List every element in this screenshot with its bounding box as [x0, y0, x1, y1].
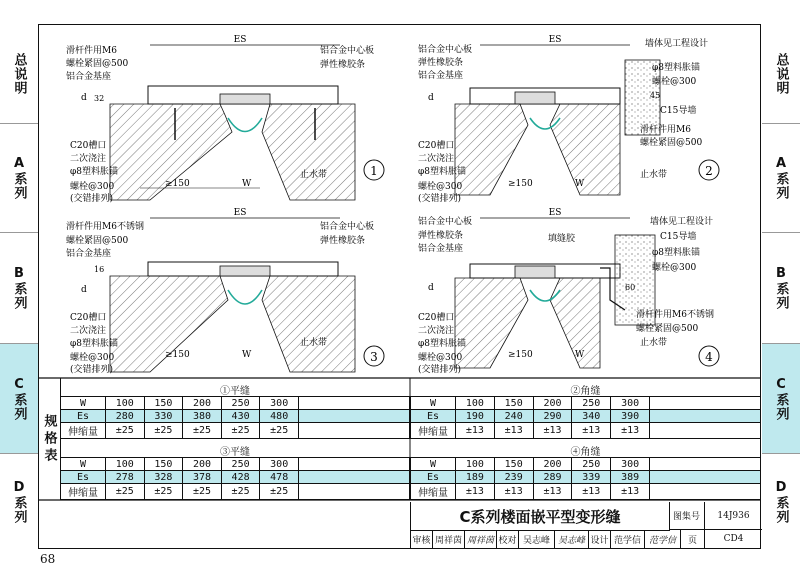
d1-b3: 螺栓@300 [70, 182, 115, 192]
tab-series-d-right[interactable]: D系列 [773, 479, 789, 524]
table-cell: 300 [611, 397, 650, 410]
d3-b1: 二次浇注 [70, 326, 107, 336]
d3-l0: 滑杆件用M6不锈钢 [66, 222, 144, 232]
d4-water: 止水带 [640, 338, 668, 348]
detail-4 [418, 208, 719, 375]
table-cell: ±25 [183, 484, 222, 500]
design-label: 设计 [589, 530, 611, 548]
tab-general[interactable]: 总说明 [0, 24, 38, 124]
d4-r1: C15导墙 [660, 232, 697, 242]
d2-l0: 铝合金中心板 [418, 45, 473, 55]
checker-name: 吴志峰 [519, 530, 555, 548]
atlas-number: 14J936 [705, 502, 762, 530]
table-cell: 390 [611, 410, 650, 423]
table4-title: ④角缝 [570, 447, 601, 458]
d4-b1: 二次浇注 [418, 326, 455, 336]
table-cell: 200 [533, 397, 572, 410]
table-cell: Es [411, 471, 456, 484]
table-cell: ±25 [106, 423, 145, 439]
table-cell: ±13 [494, 484, 533, 500]
table-cell: Es [61, 471, 106, 484]
table-cell: ±13 [572, 423, 611, 439]
d2-b2: φ8塑料胀锚 [418, 167, 467, 177]
table-cell: 150 [144, 397, 183, 410]
table-cell: W [411, 458, 456, 471]
d3-d: d [81, 285, 87, 295]
table-cell: ±25 [260, 423, 299, 439]
d2-r0: 墙体见工程设计 [645, 39, 709, 49]
d4-r4: 滑杆件用M6不锈钢 [636, 310, 714, 320]
designer-signature: 范学信 [645, 530, 681, 548]
d4-b3: 螺栓@300 [418, 353, 463, 363]
d2-r2: 螺栓@300 [652, 77, 697, 87]
d3-b2: φ8塑料胀锚 [70, 339, 119, 349]
table-cell: 239 [494, 471, 533, 484]
table-cell: 250 [221, 458, 260, 471]
checker-signature: 吴志峰 [555, 530, 589, 548]
d2-water: 止水带 [640, 170, 668, 180]
table-cell: 278 [106, 471, 145, 484]
tab-series-a[interactable]: A系列 [0, 124, 38, 233]
d2-r4: 滑杆件用M6 [640, 125, 691, 135]
table-cell: Es [411, 410, 456, 423]
table-cell: 200 [183, 397, 222, 410]
table-cell: W [61, 458, 106, 471]
d1-r1: 弹性橡胶条 [320, 60, 366, 70]
table1 [60, 396, 410, 439]
designer-name: 范学信 [611, 530, 645, 548]
d4-r3: 螺栓@300 [652, 263, 697, 273]
d2-d: d [428, 93, 434, 103]
detail-1 [66, 35, 384, 204]
table-cell: 478 [260, 471, 299, 484]
table-cell: ±25 [183, 423, 222, 439]
d1-b1: 二次浇注 [70, 154, 107, 164]
table-cell: ±13 [533, 484, 572, 500]
tab-series-b[interactable]: B系列 [0, 233, 38, 344]
d1-es: ES [233, 35, 247, 45]
tab-series-a-right[interactable]: A系列 [762, 124, 800, 233]
d4-150: ≥150 [508, 350, 533, 360]
table-cell: ±25 [221, 423, 260, 439]
table-cell: ±25 [144, 423, 183, 439]
d1-l1: 螺栓紧固@500 [66, 59, 129, 69]
d3-r0: 铝合金中心板 [320, 222, 375, 232]
table-cell: 150 [144, 458, 183, 471]
d4-r2: φ8塑料胀锚 [652, 248, 701, 258]
table-cell: 150 [494, 458, 533, 471]
tab-series-c-right[interactable]: C系列 [762, 344, 800, 454]
d2-45: 45 [650, 91, 661, 100]
table-cell: 150 [494, 397, 533, 410]
table-cell: 339 [572, 471, 611, 484]
d4-w: W [575, 350, 585, 360]
reviewer-name: 周祥茵 [433, 530, 465, 548]
table-cell: 100 [456, 397, 495, 410]
d1-water: 止水带 [300, 170, 328, 180]
d2-r5: 螺栓紧固@500 [640, 138, 703, 148]
table-cell: 189 [456, 471, 495, 484]
table2-title: ②角缝 [570, 386, 601, 397]
d3-water: 止水带 [300, 338, 328, 348]
d4-r0: 墙体见工程设计 [650, 217, 714, 227]
d4-l0: 铝合金中心板 [418, 217, 473, 227]
d3-b3: 螺栓@300 [70, 353, 115, 363]
table-cell: 330 [144, 410, 183, 423]
table-cell: 328 [144, 471, 183, 484]
table-cell: 290 [533, 410, 572, 423]
table2 [410, 396, 761, 439]
d4-b0: C20槽口 [418, 313, 455, 323]
d1-r0: 铝合金中心板 [320, 46, 375, 56]
d3-150: ≥150 [165, 350, 190, 360]
title-block [410, 502, 762, 548]
table-cell: 伸缩量 [411, 423, 456, 439]
d1-b2: φ8塑料胀锚 [70, 167, 119, 177]
table-cell: 430 [221, 410, 260, 423]
table-cell: 100 [456, 458, 495, 471]
table-cell: 200 [183, 458, 222, 471]
d2-es: ES [548, 35, 562, 45]
table-cell: 伸缩量 [61, 423, 106, 439]
tab-series-c[interactable]: C系列 [0, 344, 38, 454]
d2-b3: 螺栓@300 [418, 182, 463, 192]
tab-series-d[interactable]: D系列 [11, 479, 27, 524]
table-cell: 250 [221, 397, 260, 410]
d4-d: d [428, 283, 434, 293]
table-cell: 240 [494, 410, 533, 423]
table-cell: 300 [611, 458, 650, 471]
page-code: CD4 [723, 534, 744, 544]
page-number: 68 [40, 552, 56, 566]
reviewer-signature: 周祥茵 [465, 530, 497, 548]
table-cell: ±13 [494, 423, 533, 439]
table-cell: 100 [106, 397, 145, 410]
d1-d: d [81, 93, 87, 103]
table-cell: ±25 [221, 484, 260, 500]
table-cell: 300 [260, 458, 299, 471]
spec-table-header: 规格表 [38, 378, 61, 500]
d1-l0: 滑杆件用M6 [66, 46, 117, 56]
d2-num: 2 [705, 164, 713, 178]
d4-b4: (交错排列) [418, 365, 462, 375]
table-cell: 200 [533, 458, 572, 471]
table-cell: ±25 [106, 484, 145, 500]
table3 [60, 457, 410, 500]
d1-b4: (交错排列) [70, 194, 114, 204]
d3-b0: C20槽口 [70, 313, 107, 323]
d1-150: ≥150 [165, 179, 190, 189]
table-cell: ±13 [456, 423, 495, 439]
table-cell: 300 [260, 397, 299, 410]
d2-r1: φ8塑料胀锚 [652, 63, 701, 73]
d3-w: W [242, 350, 252, 360]
detail-3 [66, 208, 384, 375]
d4-mid: 填缝胶 [548, 234, 576, 244]
table-cell: 428 [221, 471, 260, 484]
drawing-title: C系列楼面嵌平型变形缝 [411, 502, 670, 531]
d4-l1: 弹性橡胶条 [418, 231, 464, 241]
d4-es: ES [548, 208, 562, 218]
check-label: 校对 [497, 530, 519, 548]
d3-b4: (交错排列) [70, 365, 114, 375]
d3-es: ES [233, 208, 247, 218]
page-label: 页 [681, 530, 705, 548]
d4-60: 60 [625, 283, 636, 292]
d4-r5: 螺栓紧固@500 [636, 324, 699, 334]
table-cell: ±25 [260, 484, 299, 500]
d2-w: W [575, 179, 585, 189]
d1-num: 1 [370, 164, 378, 178]
table-cell: 伸缩量 [411, 484, 456, 500]
d3-r1: 弹性橡胶条 [320, 236, 366, 246]
table-cell: ±13 [611, 423, 650, 439]
table-cell: 250 [572, 397, 611, 410]
d4-num: 4 [705, 350, 713, 364]
d1-w: W [242, 179, 252, 189]
d1-b0: C20槽口 [70, 141, 107, 151]
d4-b2: φ8塑料胀锚 [418, 339, 467, 349]
table-cell: 280 [106, 410, 145, 423]
table-cell: 480 [260, 410, 299, 423]
table1-title: ①平缝 [220, 386, 250, 397]
d2-l2: 铝合金基座 [418, 71, 464, 81]
table4 [410, 457, 761, 500]
detail-2 [418, 35, 719, 204]
d3-16: 16 [94, 265, 105, 274]
table-cell: ±25 [144, 484, 183, 500]
d2-150: ≥150 [508, 179, 533, 189]
d2-b1: 二次浇注 [418, 154, 455, 164]
d3-num: 3 [370, 350, 378, 364]
table-cell: 378 [183, 471, 222, 484]
table-cell: ±13 [572, 484, 611, 500]
d2-b4: (交错排列) [418, 194, 462, 204]
d3-l1: 螺栓紧固@500 [66, 236, 129, 246]
table-cell: 380 [183, 410, 222, 423]
table-cell: ±13 [533, 423, 572, 439]
table-cell: Es [61, 410, 106, 423]
d2-l1: 弹性橡胶条 [418, 58, 464, 68]
table-cell: ±13 [611, 484, 650, 500]
table3-title: ③平缝 [220, 447, 250, 458]
d2-b0: C20槽口 [418, 141, 455, 151]
table-cell: 100 [106, 458, 145, 471]
table-cell: 389 [611, 471, 650, 484]
table-cell: W [411, 397, 456, 410]
d3-l2: 铝合金基座 [66, 249, 112, 259]
table-cell: 289 [533, 471, 572, 484]
table-cell: 250 [572, 458, 611, 471]
tab-general-right[interactable]: 总说明 [762, 24, 800, 124]
d2-r3: C15导墙 [660, 106, 697, 116]
atlas-label: 图集号 [669, 502, 705, 530]
table-cell: 190 [456, 410, 495, 423]
d1-l2: 铝合金基座 [66, 72, 112, 82]
table-cell: W [61, 397, 106, 410]
d1-32: 32 [94, 94, 105, 103]
table-cell: 伸缩量 [61, 484, 106, 500]
table-cell: 340 [572, 410, 611, 423]
table-cell: ±13 [456, 484, 495, 500]
review-label: 审核 [411, 530, 433, 548]
tab-series-b-right[interactable]: B系列 [762, 233, 800, 344]
d4-l2: 铝合金基座 [418, 244, 464, 254]
